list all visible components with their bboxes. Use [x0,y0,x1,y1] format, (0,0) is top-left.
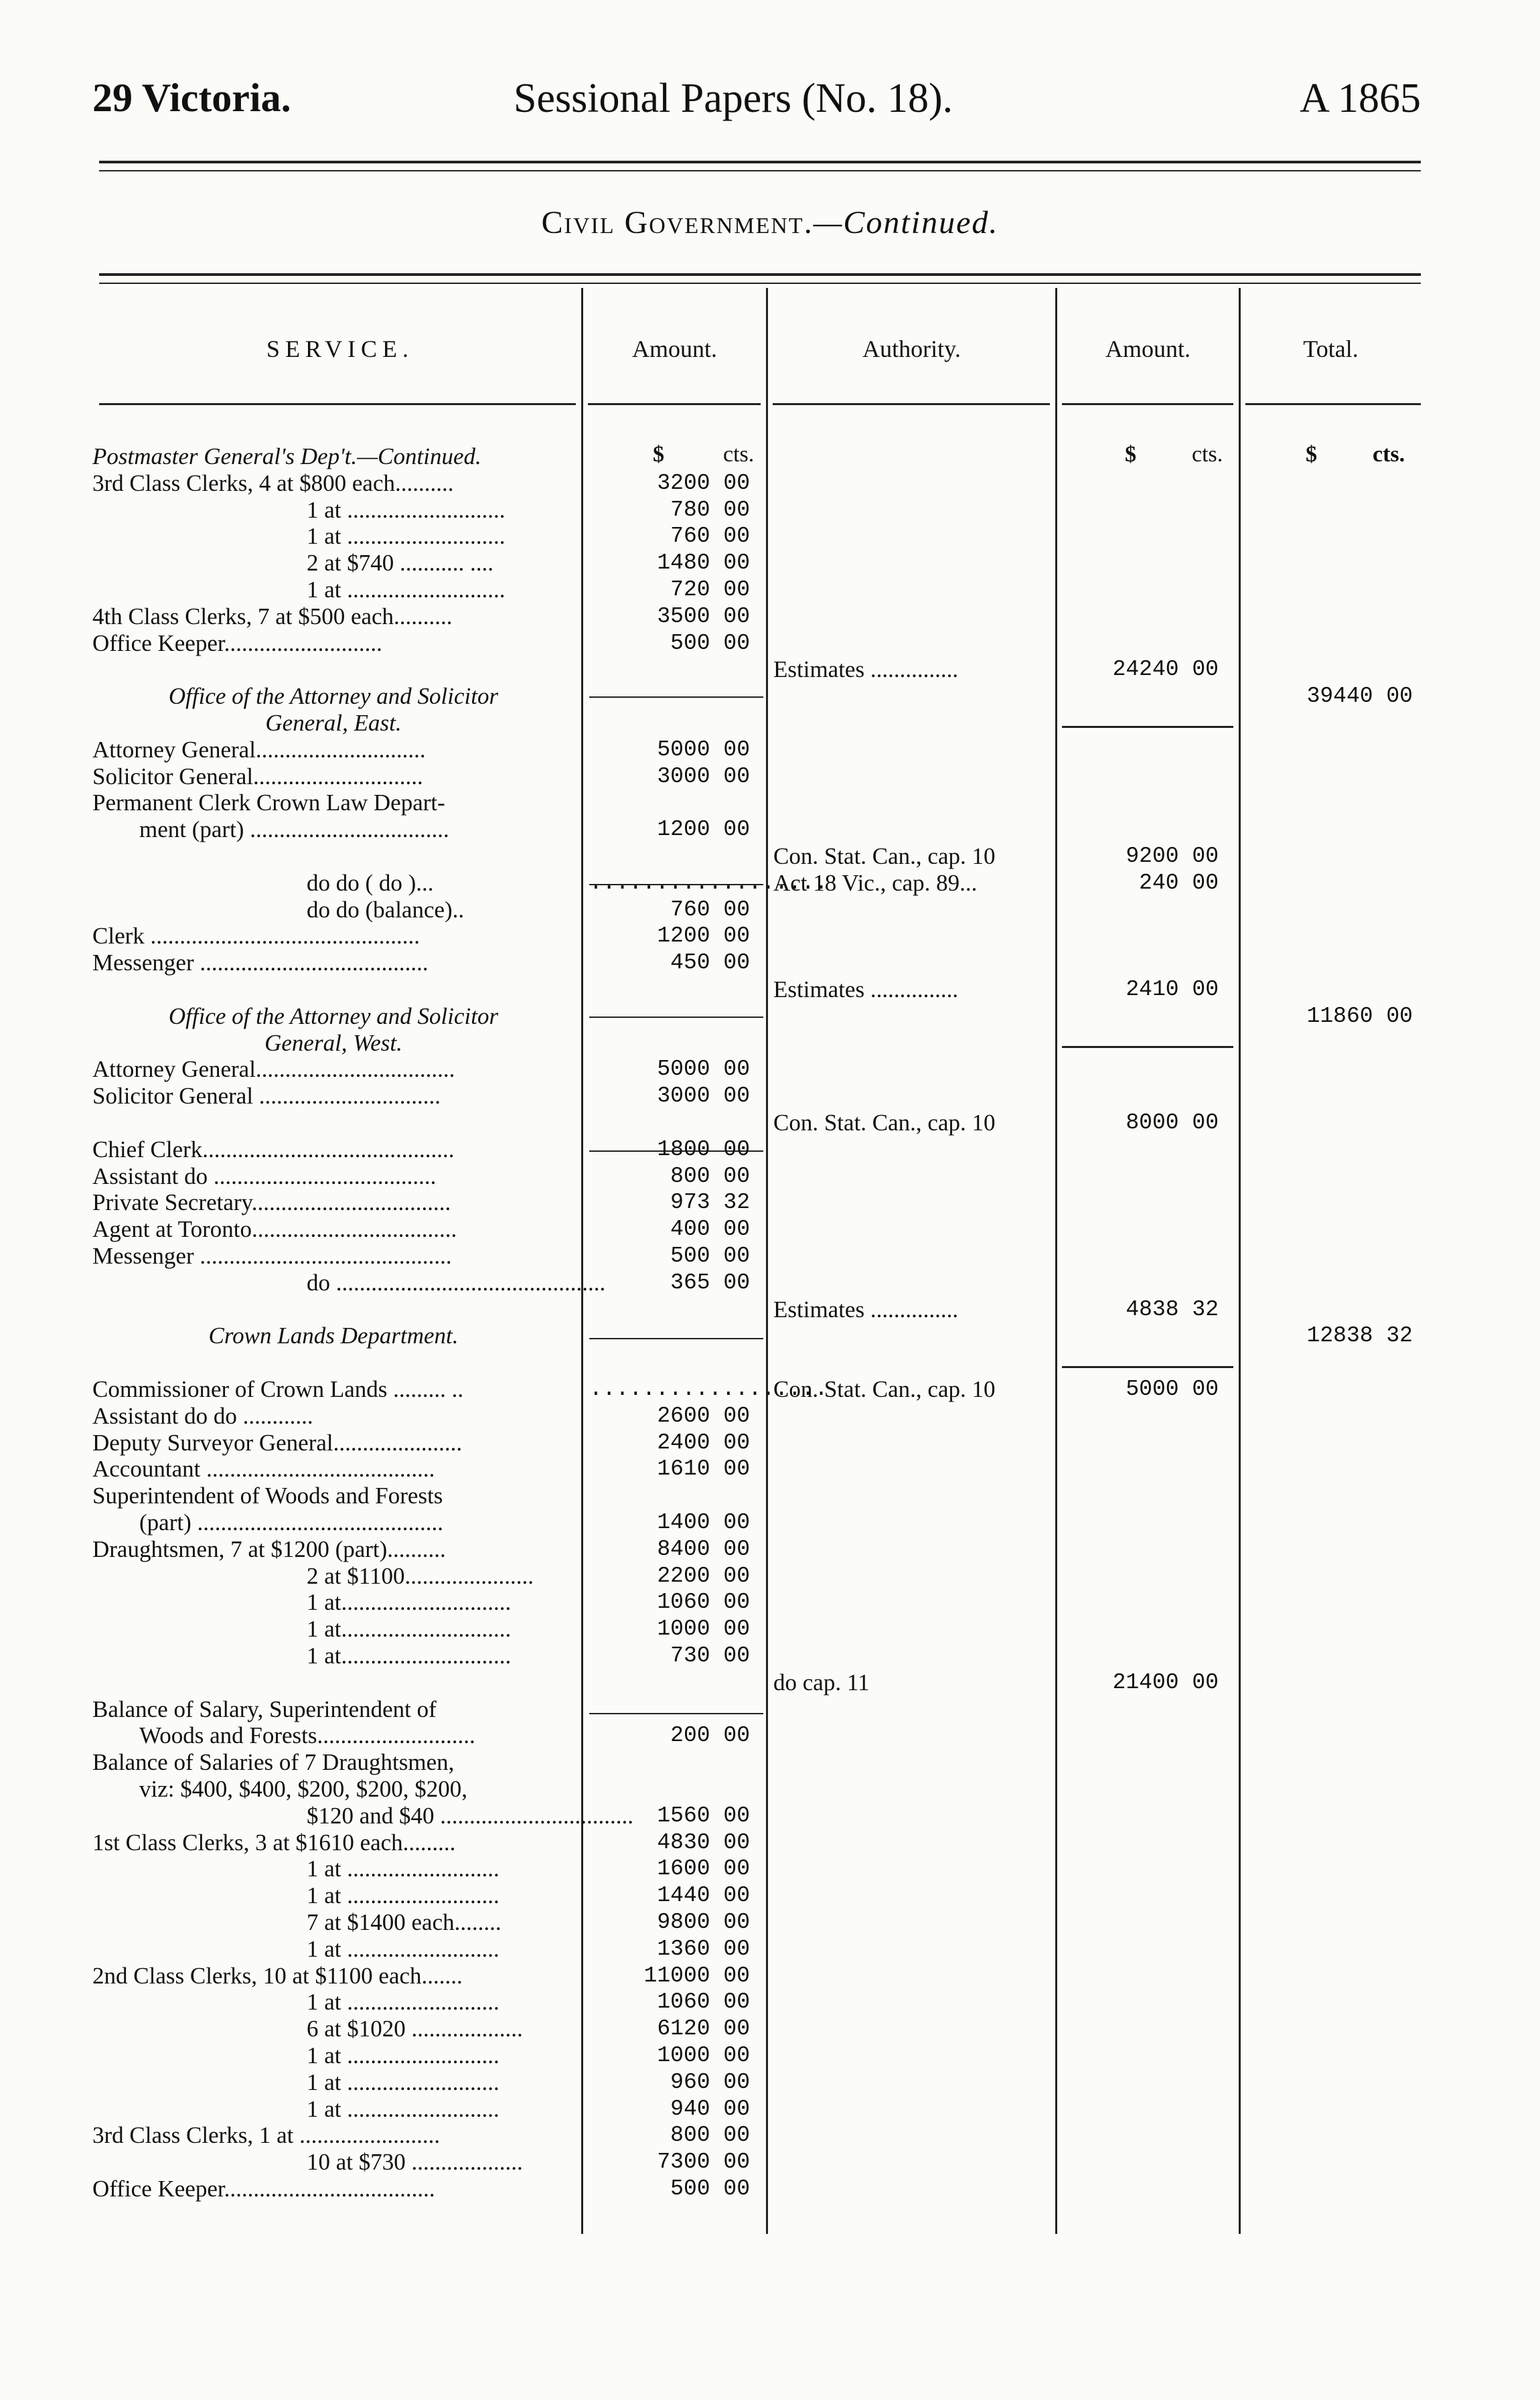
cents-header-total: cts. [1373,442,1405,467]
table-row [0,2149,1540,2176]
section-title-main: Civil Government. [541,205,814,240]
table-row [0,1856,1540,1882]
service-cell: Solicitor General............................. [92,763,423,790]
dollar-header-amount-2: $ [1125,442,1136,467]
table-row [0,2016,1540,2042]
table-row [0,2122,1540,2149]
table-row [0,577,1540,603]
total-cell: 39440 00 [1306,684,1413,709]
column-header-amount-1: Amount. [631,335,717,362]
table-row [0,1003,1540,1030]
amount-1-cell: 760 00 [670,897,750,922]
amount-1-cell: 1200 00 [657,923,750,949]
table-row [0,2096,1540,2123]
amount-2-cell: 5000 00 [1126,1377,1219,1402]
table-row [0,843,1540,870]
amount-1-cell: 500 00 [670,1244,750,1268]
amount-1-cell: 1360 00 [657,1936,750,1961]
table-row [0,737,1540,763]
table-row [0,1963,1540,1990]
authority-cell: Act 18 Vic., cap. 89... [773,869,978,896]
service-cell: Attorney General............................. [92,736,426,763]
authority-cell: Estimates ............... [773,976,959,1002]
amount-1-cell: 3500 00 [657,603,750,629]
table-row [0,2069,1540,2096]
amount-1-cell: .................. [589,1377,828,1402]
amount-1-cell: 960 00 [670,2069,750,2095]
table-row [0,1323,1540,1349]
amount-1-cell: 500 00 [670,630,750,656]
table-row [0,683,1540,710]
service-cell: Messenger ....................................... [92,950,429,976]
amount-1-cell: 720 00 [670,577,750,602]
amount-1-cell: 973 32 [670,1190,750,1215]
authority-cell: do cap. 11 [773,1669,870,1696]
table-row [0,443,1540,470]
service-cell: Postmaster General's Dep't.—Continued. [92,443,481,469]
table-row [0,1989,1540,2016]
total-cell: 12838 32 [1306,1323,1413,1349]
amount-1-cell: 9800 00 [657,1910,750,1935]
service-cell: Office Keeper........................... [92,629,382,656]
service-cell: do do (balance).. [307,896,465,923]
service-cell: Balance of Salaries of 7 Draughtsmen, [92,1749,455,1776]
table-row [0,976,1540,1003]
amount-1-cell: 1560 00 [657,1803,750,1828]
amount-1-cell: 1000 00 [657,1617,750,1642]
table-row [0,1669,1540,1696]
table-row [0,1403,1540,1430]
table-row [0,1456,1540,1483]
column-header-authority: Authority. [862,335,961,362]
service-cell: Superintendent of Woods and Forests [92,1483,443,1509]
amount-1-cell: 1800 00 [657,1136,750,1162]
cents-header-amount-1: cts. [723,442,755,467]
service-cell: Deputy Surveyor General...................... [92,1429,463,1456]
section-title-continued: —Continued. [813,205,999,240]
table-row [0,523,1540,550]
amount-1-cell: 1000 00 [657,2043,750,2068]
table-row [0,1030,1540,1057]
amount-1-cell: 1060 00 [657,1590,750,1615]
amount-1-cell: .................. [589,870,828,895]
table-row [0,2042,1540,2069]
service-cell: Draughtsmen, 7 at $1200 (part).......... [92,1535,446,1562]
service-cell: 1 at .......................... [307,1935,499,1962]
amount-1-cell: 1440 00 [657,1883,750,1908]
table-row [0,1163,1540,1190]
table-row [0,710,1540,737]
amount-1-cell: 450 00 [670,950,750,976]
service-cell: Chief Clerk........................................... [92,1136,455,1162]
authority-cell: Con. Stat. Can., cap. 10 [773,1110,996,1136]
amount-2-cell: 21400 00 [1112,1669,1219,1695]
service-cell: 1 at .......................... [307,2069,499,2095]
total-cell: 11860 00 [1306,1003,1413,1029]
amount-1-cell: 2400 00 [657,1430,750,1455]
amount-1-cell: 1400 00 [657,1510,750,1535]
authority-cell: Con. Stat. Can., cap. 10 [773,1376,996,1402]
amount-1-cell: 800 00 [670,1163,750,1189]
service-cell: Commissioner of Crown Lands ......... .. [92,1376,464,1402]
table-row [0,1216,1540,1243]
table-row [0,1696,1540,1723]
amount-2-cell: 240 00 [1139,870,1219,895]
table-row [0,1563,1540,1590]
table-row [0,1296,1540,1323]
header-left: 29 Victoria. [92,76,291,120]
table-row [0,923,1540,950]
amount-2-cell: 24240 00 [1112,657,1219,682]
table-row [0,603,1540,630]
amount-1-cell: 3000 00 [657,1083,750,1109]
amount-1-cell: 5000 00 [657,737,750,762]
table-row [0,1110,1540,1136]
service-cell: Office of the Attorney and Solicitor [168,1002,499,1029]
service-cell: Clerk .............................................. [92,923,420,950]
table-row [0,1189,1540,1216]
table-row [0,1749,1540,1776]
service-cell: Permanent Clerk Crown Law Depart- [92,790,445,816]
amount-1-cell: 7300 00 [657,2150,750,2175]
service-cell: do .............................................. [307,1269,606,1296]
service-cell: Balance of Salary, Superintendent of [92,1696,437,1722]
table-row [0,1376,1540,1403]
service-cell: 7 at $1400 each........ [307,1909,502,1935]
cents-header-amount-2: cts. [1192,442,1223,467]
amount-2-cell: 8000 00 [1126,1110,1219,1135]
table-row [0,1483,1540,1509]
table-row [0,870,1540,897]
header-center: Sessional Papers (No. 18). [514,76,953,121]
table-row [0,1243,1540,1270]
service-cell: Assistant do do ............ [92,1402,313,1429]
service-cell: 2 at $1100...................... [307,1562,534,1589]
amount-1-cell: 940 00 [670,2096,750,2121]
amount-1-cell: 780 00 [670,497,750,522]
service-cell: General, East. [265,710,402,736]
table-row [0,470,1540,497]
amount-1-cell: 1060 00 [657,1990,750,2015]
service-cell: 1 at............................. [307,1589,512,1616]
amount-1-cell: 1200 00 [657,817,750,842]
table-row [0,1509,1540,1536]
service-cell: 1 at ........................... [307,577,506,603]
dollar-header-amount-1: $ [653,442,664,467]
amount-1-cell: 6120 00 [657,2016,750,2042]
service-cell: Office of the Attorney and Solicitor [168,683,499,710]
table-row [0,1536,1540,1563]
table-row [0,1270,1540,1296]
table-row [0,656,1540,683]
header-right: A 1865 [1300,76,1421,121]
service-cell: General, West. [264,1029,402,1056]
service-cell: Accountant ....................................... [92,1456,435,1483]
service-cell: do do ( do )... [307,869,434,896]
amount-1-cell: 400 00 [670,1217,750,1242]
service-cell: 1 at .......................... [307,2042,499,2069]
table-row [0,497,1540,524]
amount-1-cell: 3000 00 [657,763,750,789]
table-row [0,1643,1540,1669]
table-row [0,1136,1540,1163]
service-cell: Assistant do ...................................... [92,1162,437,1189]
service-cell: Messenger ........................................... [92,1243,452,1269]
table-row [0,1776,1540,1803]
table-row [0,1803,1540,1829]
service-cell: ment (part) .................................. [139,816,449,843]
table-row [0,550,1540,577]
service-cell: $120 and $40 ................................. [307,1802,634,1829]
service-cell: 4th Class Clerks, 7 at $500 each.......... [92,603,453,629]
amount-2-cell: 4838 32 [1126,1296,1219,1322]
service-cell: 10 at $730 ................... [307,2149,523,2176]
service-cell: 3rd Class Clerks, 1 at ........................ [92,2122,441,2149]
table-row [0,1083,1540,1110]
service-cell: 2nd Class Clerks, 10 at $1100 each....... [92,1962,463,1989]
column-header-total: Total. [1303,335,1359,362]
service-cell: 1 at .......................... [307,1882,499,1909]
service-cell: 1st Class Clerks, 3 at $1610 each......... [92,1829,456,1856]
amount-1-cell: 1610 00 [657,1456,750,1482]
service-cell: Attorney General.................................. [92,1056,455,1083]
table-row [0,763,1540,790]
table-row [0,816,1540,843]
service-cell: 6 at $1020 ................... [307,2016,523,2042]
amount-1-cell: 4830 00 [657,1829,750,1855]
service-cell: 1 at ........................... [307,523,506,550]
service-cell: Woods and Forests........................... [139,1722,475,1749]
amount-1-cell: 2600 00 [657,1403,750,1428]
table-row [0,1056,1540,1083]
amount-1-cell: 1480 00 [657,550,750,576]
amount-1-cell: 8400 00 [657,1536,750,1562]
service-cell: 1 at ........................... [307,496,506,523]
service-cell: 1 at............................. [307,1643,512,1669]
amount-1-cell: 1600 00 [657,1856,750,1882]
table-row [0,1430,1540,1456]
amount-1-cell: 2200 00 [657,1563,750,1588]
amount-2-cell: 9200 00 [1126,844,1219,869]
service-cell: Private Secretary.................................. [92,1189,451,1216]
amount-1-cell: 365 00 [670,1270,750,1295]
amount-1-cell: 800 00 [670,2123,750,2148]
amount-1-cell: 760 00 [670,524,750,549]
amount-1-cell: 11000 00 [643,1963,750,1988]
service-cell: 3rd Class Clerks, 4 at $800 each.......... [92,469,454,496]
service-cell: Office Keeper.................................... [92,2176,435,2202]
service-cell: viz: $400, $400, $200, $200, $200, [139,1776,467,1802]
service-cell: 1 at .......................... [307,1856,499,1882]
table-row [0,1829,1540,1856]
amount-1-cell: 5000 00 [657,1057,750,1082]
table-row [0,630,1540,657]
service-cell: 2 at $740 ........... .... [307,550,494,577]
column-header-service: SERVICE. [266,335,414,362]
table-row [0,950,1540,976]
table-row [0,1589,1540,1616]
service-cell: Solicitor General ............................... [92,1083,441,1110]
service-cell: (part) .......................................... [139,1509,443,1535]
dollar-header-total: $ [1306,442,1317,467]
service-cell: Agent at Toronto................................... [92,1216,457,1243]
amount-1-cell: 730 00 [670,1643,750,1668]
authority-cell: Estimates ............... [773,1296,959,1323]
amount-1-cell: 500 00 [670,2176,750,2201]
authority-cell: Estimates ............... [773,656,959,683]
table-row [0,790,1540,816]
table-row [0,1349,1540,1376]
amount-1-cell: 200 00 [670,1723,750,1748]
column-header-amount-2: Amount. [1105,335,1190,362]
table-row [0,897,1540,923]
table-row [0,1909,1540,1936]
table-row [0,1882,1540,1909]
table-row [0,1616,1540,1643]
table-row [0,2176,1540,2202]
service-cell: Crown Lands Department. [208,1323,459,1349]
service-cell: 1 at .......................... [307,1989,499,2016]
amount-1-cell: 3200 00 [657,470,750,496]
table-row [0,1936,1540,1963]
service-cell: 1 at............................. [307,1616,512,1643]
authority-cell: Con. Stat. Can., cap. 10 [773,843,996,869]
table-row [0,1722,1540,1749]
amount-2-cell: 2410 00 [1126,977,1219,1002]
service-cell: 1 at .......................... [307,2095,499,2122]
